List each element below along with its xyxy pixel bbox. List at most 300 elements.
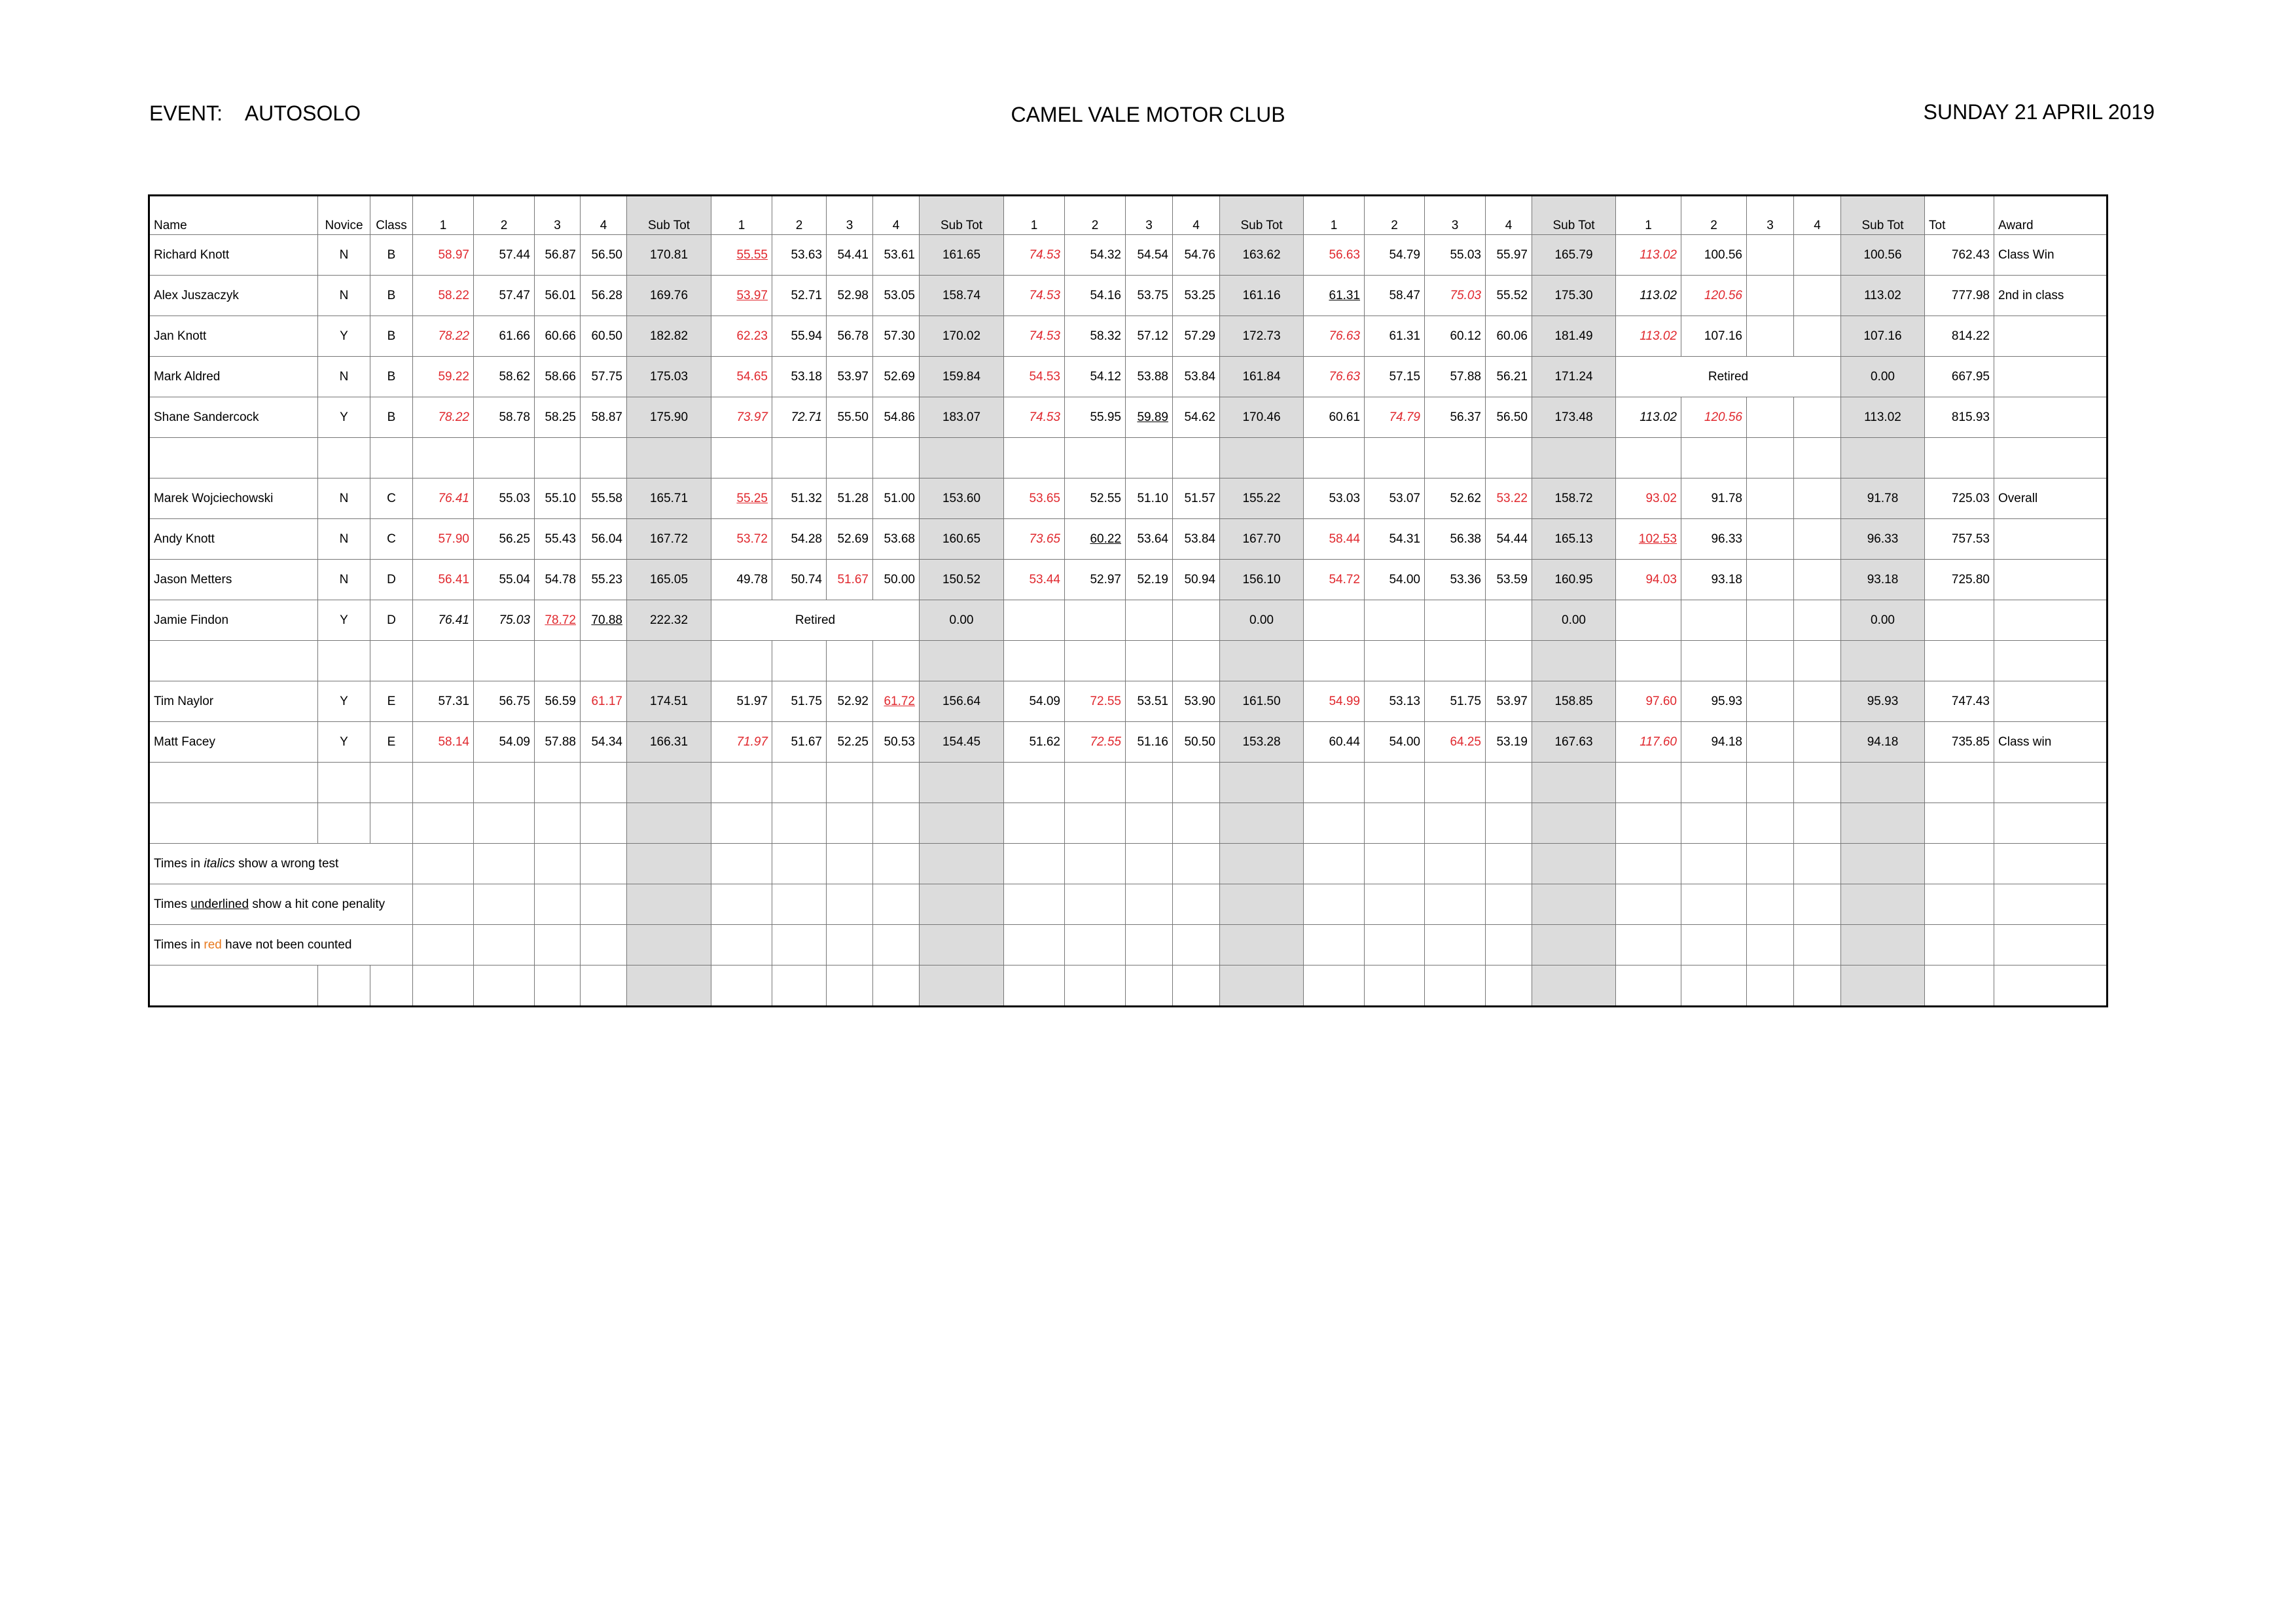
empty-cell <box>1841 925 1925 965</box>
subtotal: 165.71 <box>627 478 711 519</box>
subtotal: 100.56 <box>1841 235 1925 276</box>
award <box>1994 397 2108 438</box>
empty-cell <box>1173 438 1220 478</box>
empty-cell <box>920 965 1004 1007</box>
run-time: 93.02 <box>1616 478 1681 519</box>
run-time: 56.87 <box>535 235 581 276</box>
empty-cell <box>1794 965 1841 1007</box>
run-time: 94.18 <box>1681 722 1747 763</box>
column-header: 3 <box>827 196 873 235</box>
run-time <box>1486 600 1532 641</box>
run-time: 58.66 <box>535 357 581 397</box>
run-time: 56.50 <box>581 235 627 276</box>
driver-row <box>149 397 2108 438</box>
empty-cell <box>1681 925 1747 965</box>
empty-cell <box>1532 803 1616 844</box>
empty-cell <box>1126 844 1173 884</box>
empty-cell <box>1747 803 1794 844</box>
run-time: 51.28 <box>827 478 873 519</box>
subtotal: 160.95 <box>1532 560 1616 600</box>
run-time: 50.74 <box>772 560 827 600</box>
run-time <box>1747 478 1794 519</box>
run-time: 53.36 <box>1425 560 1486 600</box>
driver-row <box>149 681 2108 722</box>
run-time: 50.53 <box>873 722 920 763</box>
subtotal: 173.48 <box>1532 397 1616 438</box>
subtotal: 169.76 <box>627 276 711 316</box>
run-time: 54.72 <box>1304 560 1365 600</box>
run-time: 107.16 <box>1681 316 1747 357</box>
legend-italics-post: show a wrong test <box>234 856 339 871</box>
subtotal: 0.00 <box>1220 600 1304 641</box>
empty-cell <box>1841 844 1925 884</box>
run-time: 100.56 <box>1681 235 1747 276</box>
column-header: 2 <box>1681 196 1747 235</box>
run-time: 54.99 <box>1304 681 1365 722</box>
empty-cell <box>1004 641 1065 681</box>
empty-cell <box>711 965 772 1007</box>
run-time <box>1747 722 1794 763</box>
empty-cell <box>1065 641 1126 681</box>
empty-cell <box>1841 965 1925 1007</box>
run-time <box>1065 600 1126 641</box>
empty-cell <box>1304 641 1365 681</box>
run-time: 53.61 <box>873 235 920 276</box>
run-time: 49.78 <box>711 560 772 600</box>
run-time <box>1747 276 1794 316</box>
empty-cell <box>1173 763 1220 803</box>
subtotal: 170.46 <box>1220 397 1304 438</box>
novice-flag: N <box>318 357 370 397</box>
empty-cell <box>1425 925 1486 965</box>
run-time: 58.22 <box>413 276 474 316</box>
column-header: 4 <box>1794 196 1841 235</box>
run-time: 58.78 <box>474 397 535 438</box>
total: 725.80 <box>1925 560 1994 600</box>
subtotal: 165.05 <box>627 560 711 600</box>
award <box>1994 316 2108 357</box>
legend-row <box>149 925 2108 965</box>
subtotal: 155.22 <box>1220 478 1304 519</box>
empty-cell <box>627 763 711 803</box>
subtotal: 113.02 <box>1841 397 1925 438</box>
run-time: 51.00 <box>873 478 920 519</box>
empty-cell <box>413 803 474 844</box>
empty-cell <box>1004 438 1065 478</box>
run-time: 55.25 <box>711 478 772 519</box>
empty-cell <box>1681 641 1747 681</box>
subtotal: 153.28 <box>1220 722 1304 763</box>
empty-cell <box>1304 925 1365 965</box>
empty-cell <box>1794 844 1841 884</box>
subtotal: 175.90 <box>627 397 711 438</box>
run-time: 56.78 <box>827 316 873 357</box>
run-time: 55.52 <box>1486 276 1532 316</box>
empty-cell <box>1747 965 1794 1007</box>
empty-cell <box>1532 925 1616 965</box>
run-time: 50.50 <box>1173 722 1220 763</box>
blank-row <box>149 763 2108 803</box>
empty-cell <box>1994 884 2108 925</box>
column-header: 1 <box>1616 196 1681 235</box>
empty-cell <box>1365 641 1425 681</box>
run-time: 57.30 <box>873 316 920 357</box>
run-time: 62.23 <box>711 316 772 357</box>
empty-cell <box>1616 641 1681 681</box>
run-time: 54.79 <box>1365 235 1425 276</box>
class-label: E <box>370 722 413 763</box>
empty-cell <box>920 844 1004 884</box>
run-time: 55.58 <box>581 478 627 519</box>
empty-cell <box>1681 803 1747 844</box>
run-time: 58.62 <box>474 357 535 397</box>
empty-cell <box>1220 844 1304 884</box>
empty-cell <box>474 884 535 925</box>
empty-cell <box>1532 438 1616 478</box>
run-time: 72.55 <box>1065 681 1126 722</box>
empty-cell <box>413 641 474 681</box>
empty-cell <box>1486 884 1532 925</box>
empty-cell <box>1220 438 1304 478</box>
run-time: 95.93 <box>1681 681 1747 722</box>
run-time <box>1365 600 1425 641</box>
empty-cell <box>1841 763 1925 803</box>
award: Class win <box>1994 722 2108 763</box>
class-label: B <box>370 276 413 316</box>
empty-cell <box>1532 965 1616 1007</box>
empty-cell <box>873 803 920 844</box>
novice-flag: N <box>318 235 370 276</box>
run-time: 56.25 <box>474 519 535 560</box>
empty-cell <box>1486 438 1532 478</box>
empty-cell <box>772 763 827 803</box>
driver-row <box>149 519 2108 560</box>
run-time: 56.41 <box>413 560 474 600</box>
empty-cell <box>1304 803 1365 844</box>
run-time: 53.59 <box>1486 560 1532 600</box>
run-time: 60.61 <box>1304 397 1365 438</box>
empty-cell <box>1747 438 1794 478</box>
retired-label: Retired <box>711 600 920 641</box>
run-time: 53.05 <box>873 276 920 316</box>
empty-cell <box>535 641 581 681</box>
empty-cell <box>1747 641 1794 681</box>
empty-cell <box>474 438 535 478</box>
driver-name: Shane Sandercock <box>149 397 318 438</box>
empty-cell <box>1994 844 2108 884</box>
run-time <box>1794 316 1841 357</box>
empty-cell <box>1925 641 1994 681</box>
run-time: 53.63 <box>772 235 827 276</box>
empty-cell <box>1004 925 1065 965</box>
empty-cell <box>627 438 711 478</box>
empty-cell <box>1425 438 1486 478</box>
run-time: 53.97 <box>1486 681 1532 722</box>
empty-cell <box>1794 763 1841 803</box>
empty-cell <box>1681 844 1747 884</box>
empty-cell <box>873 844 920 884</box>
run-time <box>1794 519 1841 560</box>
run-time: 57.90 <box>413 519 474 560</box>
empty-cell <box>1925 438 1994 478</box>
subtotal: 158.72 <box>1532 478 1616 519</box>
total: 815.93 <box>1925 397 1994 438</box>
run-time: 102.53 <box>1616 519 1681 560</box>
empty-cell <box>1681 438 1747 478</box>
empty-cell <box>1925 965 1994 1007</box>
run-time: 78.72 <box>535 600 581 641</box>
empty-cell <box>1220 641 1304 681</box>
run-time: 55.55 <box>711 235 772 276</box>
empty-cell <box>1747 844 1794 884</box>
subtotal: 0.00 <box>1841 357 1925 397</box>
run-time: 53.22 <box>1486 478 1532 519</box>
run-time: 72.71 <box>772 397 827 438</box>
event-label: EVENT: <box>149 101 223 125</box>
legend-red-pre: Times in <box>154 937 204 952</box>
empty-cell <box>711 844 772 884</box>
legend-red-post: have not been counted <box>221 937 352 952</box>
column-header: Name <box>149 196 318 235</box>
run-time <box>1004 600 1065 641</box>
driver-name: Alex Juszaczyk <box>149 276 318 316</box>
empty-cell <box>581 763 627 803</box>
run-time: 56.37 <box>1425 397 1486 438</box>
run-time: 53.90 <box>1173 681 1220 722</box>
total <box>1925 600 1994 641</box>
run-time <box>1794 600 1841 641</box>
empty-cell <box>1065 925 1126 965</box>
total: 735.85 <box>1925 722 1994 763</box>
results-body <box>149 196 2108 1007</box>
run-time: 93.18 <box>1681 560 1747 600</box>
run-time <box>1747 681 1794 722</box>
empty-cell <box>581 884 627 925</box>
subtotal: 156.64 <box>920 681 1004 722</box>
run-time: 56.01 <box>535 276 581 316</box>
empty-cell <box>711 641 772 681</box>
column-header: 4 <box>873 196 920 235</box>
run-time <box>1794 681 1841 722</box>
empty-cell <box>827 844 873 884</box>
legend-text <box>149 925 413 965</box>
run-time: 57.44 <box>474 235 535 276</box>
run-time: 58.32 <box>1065 316 1126 357</box>
empty-cell <box>1994 925 2108 965</box>
empty-cell <box>474 965 535 1007</box>
empty-cell <box>1365 884 1425 925</box>
subtotal: 183.07 <box>920 397 1004 438</box>
empty-cell <box>149 965 318 1007</box>
empty-cell <box>711 803 772 844</box>
run-time: 60.12 <box>1425 316 1486 357</box>
run-time: 53.75 <box>1126 276 1173 316</box>
run-time: 58.25 <box>535 397 581 438</box>
empty-cell <box>1925 844 1994 884</box>
column-header: 1 <box>711 196 772 235</box>
run-time: 58.44 <box>1304 519 1365 560</box>
empty-cell <box>1304 965 1365 1007</box>
run-time: 55.94 <box>772 316 827 357</box>
run-time: 55.04 <box>474 560 535 600</box>
empty-cell <box>711 438 772 478</box>
run-time: 50.94 <box>1173 560 1220 600</box>
run-time: 54.41 <box>827 235 873 276</box>
empty-cell <box>1794 884 1841 925</box>
run-time <box>1794 722 1841 763</box>
event-date: SUNDAY 21 APRIL 2019 <box>1923 100 2155 124</box>
empty-cell <box>318 803 370 844</box>
run-time: 54.34 <box>581 722 627 763</box>
novice-flag: Y <box>318 316 370 357</box>
class-label: B <box>370 235 413 276</box>
subtotal: 159.84 <box>920 357 1004 397</box>
run-time: 52.71 <box>772 276 827 316</box>
driver-name: Matt Facey <box>149 722 318 763</box>
novice-flag: Y <box>318 681 370 722</box>
empty-cell <box>827 803 873 844</box>
run-time: 54.65 <box>711 357 772 397</box>
subtotal: 91.78 <box>1841 478 1925 519</box>
run-time: 54.76 <box>1173 235 1220 276</box>
driver-name: Jamie Findon <box>149 600 318 641</box>
run-time: 53.72 <box>711 519 772 560</box>
run-time <box>1747 235 1794 276</box>
run-time: 56.63 <box>1304 235 1365 276</box>
run-time: 60.66 <box>535 316 581 357</box>
run-time: 54.09 <box>1004 681 1065 722</box>
run-time: 74.79 <box>1365 397 1425 438</box>
run-time: 51.16 <box>1126 722 1173 763</box>
driver-row <box>149 235 2108 276</box>
empty-cell <box>1532 844 1616 884</box>
run-time: 60.22 <box>1065 519 1126 560</box>
empty-cell <box>1925 763 1994 803</box>
column-header: 2 <box>1365 196 1425 235</box>
total: 814.22 <box>1925 316 1994 357</box>
subtotal: 175.03 <box>627 357 711 397</box>
run-time: 120.56 <box>1681 276 1747 316</box>
empty-cell <box>581 803 627 844</box>
empty-cell <box>1486 844 1532 884</box>
empty-cell <box>827 965 873 1007</box>
novice-flag: Y <box>318 397 370 438</box>
empty-cell <box>772 965 827 1007</box>
empty-cell <box>1794 803 1841 844</box>
empty-cell <box>1616 844 1681 884</box>
empty-cell <box>1616 925 1681 965</box>
subtotal: 181.49 <box>1532 316 1616 357</box>
run-time: 57.31 <box>413 681 474 722</box>
empty-cell <box>370 803 413 844</box>
run-time: 61.31 <box>1304 276 1365 316</box>
column-header: 2 <box>772 196 827 235</box>
run-time: 50.00 <box>873 560 920 600</box>
total: 757.53 <box>1925 519 1994 560</box>
header-row <box>149 196 2108 235</box>
award: Class Win <box>1994 235 2108 276</box>
class-label: B <box>370 357 413 397</box>
empty-cell <box>1304 884 1365 925</box>
run-time: 57.88 <box>535 722 581 763</box>
empty-cell <box>1486 763 1532 803</box>
driver-name: Mark Aldred <box>149 357 318 397</box>
driver-name: Jan Knott <box>149 316 318 357</box>
empty-cell <box>1365 803 1425 844</box>
subtotal: 161.16 <box>1220 276 1304 316</box>
subtotal: 156.10 <box>1220 560 1304 600</box>
empty-cell <box>1065 884 1126 925</box>
column-header: 3 <box>535 196 581 235</box>
run-time: 54.32 <box>1065 235 1126 276</box>
novice-flag: N <box>318 478 370 519</box>
empty-cell <box>1532 763 1616 803</box>
award <box>1994 681 2108 722</box>
run-time: 54.53 <box>1004 357 1065 397</box>
empty-cell <box>920 641 1004 681</box>
run-time: 60.06 <box>1486 316 1532 357</box>
total: 725.03 <box>1925 478 1994 519</box>
run-time: 94.03 <box>1616 560 1681 600</box>
empty-cell <box>1065 803 1126 844</box>
driver-row <box>149 316 2108 357</box>
empty-cell <box>1425 803 1486 844</box>
subtotal: 96.33 <box>1841 519 1925 560</box>
subtotal: 182.82 <box>627 316 711 357</box>
subtotal: 113.02 <box>1841 276 1925 316</box>
empty-cell <box>1304 438 1365 478</box>
empty-cell <box>873 925 920 965</box>
run-time: 53.13 <box>1365 681 1425 722</box>
empty-cell <box>1065 965 1126 1007</box>
subtotal: 167.63 <box>1532 722 1616 763</box>
run-time: 56.50 <box>1486 397 1532 438</box>
novice-flag: N <box>318 276 370 316</box>
run-time: 53.07 <box>1365 478 1425 519</box>
run-time: 53.68 <box>873 519 920 560</box>
run-time <box>1304 600 1365 641</box>
empty-cell <box>474 844 535 884</box>
empty-cell <box>772 438 827 478</box>
empty-cell <box>827 438 873 478</box>
empty-cell <box>1220 925 1304 965</box>
column-header: Sub Tot <box>627 196 711 235</box>
empty-cell <box>413 884 474 925</box>
run-time: 53.97 <box>711 276 772 316</box>
empty-cell <box>1747 925 1794 965</box>
run-time: 58.14 <box>413 722 474 763</box>
empty-cell <box>627 641 711 681</box>
award <box>1994 357 2108 397</box>
column-header: 3 <box>1425 196 1486 235</box>
award: 2nd in class <box>1994 276 2108 316</box>
award <box>1994 519 2108 560</box>
empty-cell <box>413 844 474 884</box>
run-time: 97.60 <box>1616 681 1681 722</box>
run-time <box>1747 560 1794 600</box>
run-time: 53.19 <box>1486 722 1532 763</box>
run-time: 76.41 <box>413 478 474 519</box>
run-time: 51.75 <box>772 681 827 722</box>
empty-cell <box>1126 803 1173 844</box>
empty-cell <box>1173 803 1220 844</box>
empty-cell <box>627 965 711 1007</box>
run-time: 51.97 <box>711 681 772 722</box>
subtotal: 150.52 <box>920 560 1004 600</box>
driver-row <box>149 600 2108 641</box>
run-time: 58.97 <box>413 235 474 276</box>
run-time: 52.62 <box>1425 478 1486 519</box>
